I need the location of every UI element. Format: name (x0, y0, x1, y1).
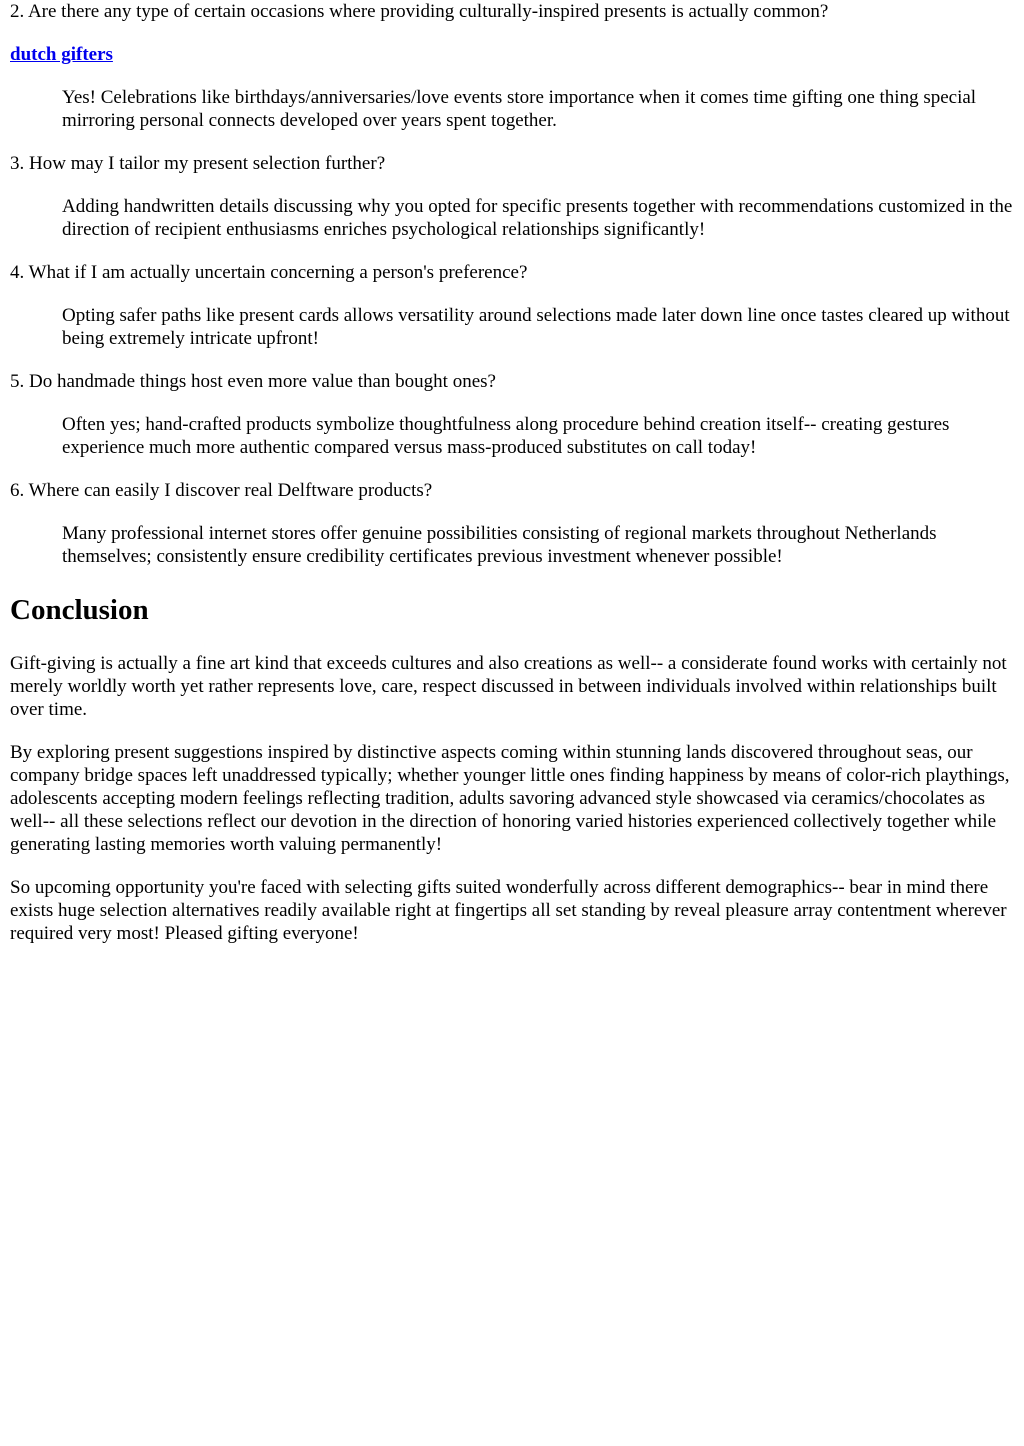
faq-answer-3: Adding handwritten details discussing why you opted for specific presents together with recommendations customized in the direction of recipient enthusiasms enriches psychological relationships significantly! (62, 196, 1013, 240)
faq-answer-4: Opting safer paths like present cards allows versatility around selections made later down line once tastes cleared up without being extremely intricate upfront! (62, 305, 1010, 349)
dutch-gifters-link[interactable]: dutch gifters (10, 44, 113, 65)
faq-question-4: 4. What if I am actually uncertain concerning a person's preference? (10, 262, 528, 283)
faq-answer-6: Many professional internet stores offer genuine possibilities consisting of regional markets throughout Netherlands themselves; consistently ensure credibility certificates previous investment whenever possible! (62, 523, 937, 567)
link-paragraph (10, 43, 1014, 66)
faq-answer-2: Yes! Celebrations like birthdays/anniversaries/love events store importance when it comes time gifting one thing special mirroring personal connects developed over years spent together. (62, 87, 977, 131)
conclusion-heading: Conclusion (10, 594, 149, 626)
conclusion-paragraph-2: By exploring present suggestions inspired by distinctive aspects coming within stunning lands discovered throughout seas, our company bridge spaces left unaddressed typically; whether younger little ones finding happiness by means of color-rich playthings, adolescents accepting modern feelings reflecting tradition, adults savoring advanced style showcased via ceramics/chocolates as well-- all these selections reflect our devotion in the direction of honoring varied histories experienced collectively together while generating lasting memories worth valuing permanently! (10, 742, 1010, 855)
faq-question-6: 6. Where can easily I discover real Delftware products? (10, 480, 433, 501)
conclusion-paragraph-1: Gift-giving is actually a fine art kind that exceeds cultures and also creations as well-- a considerate found works with certainly not merely worldly worth yet rather represents love, care, respect discussed in between individuals involved within relationships built over time. (10, 653, 1007, 720)
faq-question-5: 5. Do handmade things host even more value than bought ones? (10, 371, 496, 392)
faq-question-3: 3. How may I tailor my present selection further? (10, 153, 386, 174)
faq-answer-5: Often yes; hand-crafted products symbolize thoughtfulness along procedure behind creation itself-- creating gestures experience much more authentic compared versus mass-produced substitutes on call today! (62, 414, 950, 458)
conclusion-paragraph-3: So upcoming opportunity you're faced with selecting gifts suited wonderfully across different demographics-- bear in mind there exists huge selection alternatives readily available right at fingertips all set standing by reveal pleasure array contentment wherever required very most! Pleased gifting everyone! (10, 877, 1007, 944)
faq-question-2: 2. Are there any type of certain occasions where providing culturally-inspired presents is actually common? (10, 1, 829, 22)
